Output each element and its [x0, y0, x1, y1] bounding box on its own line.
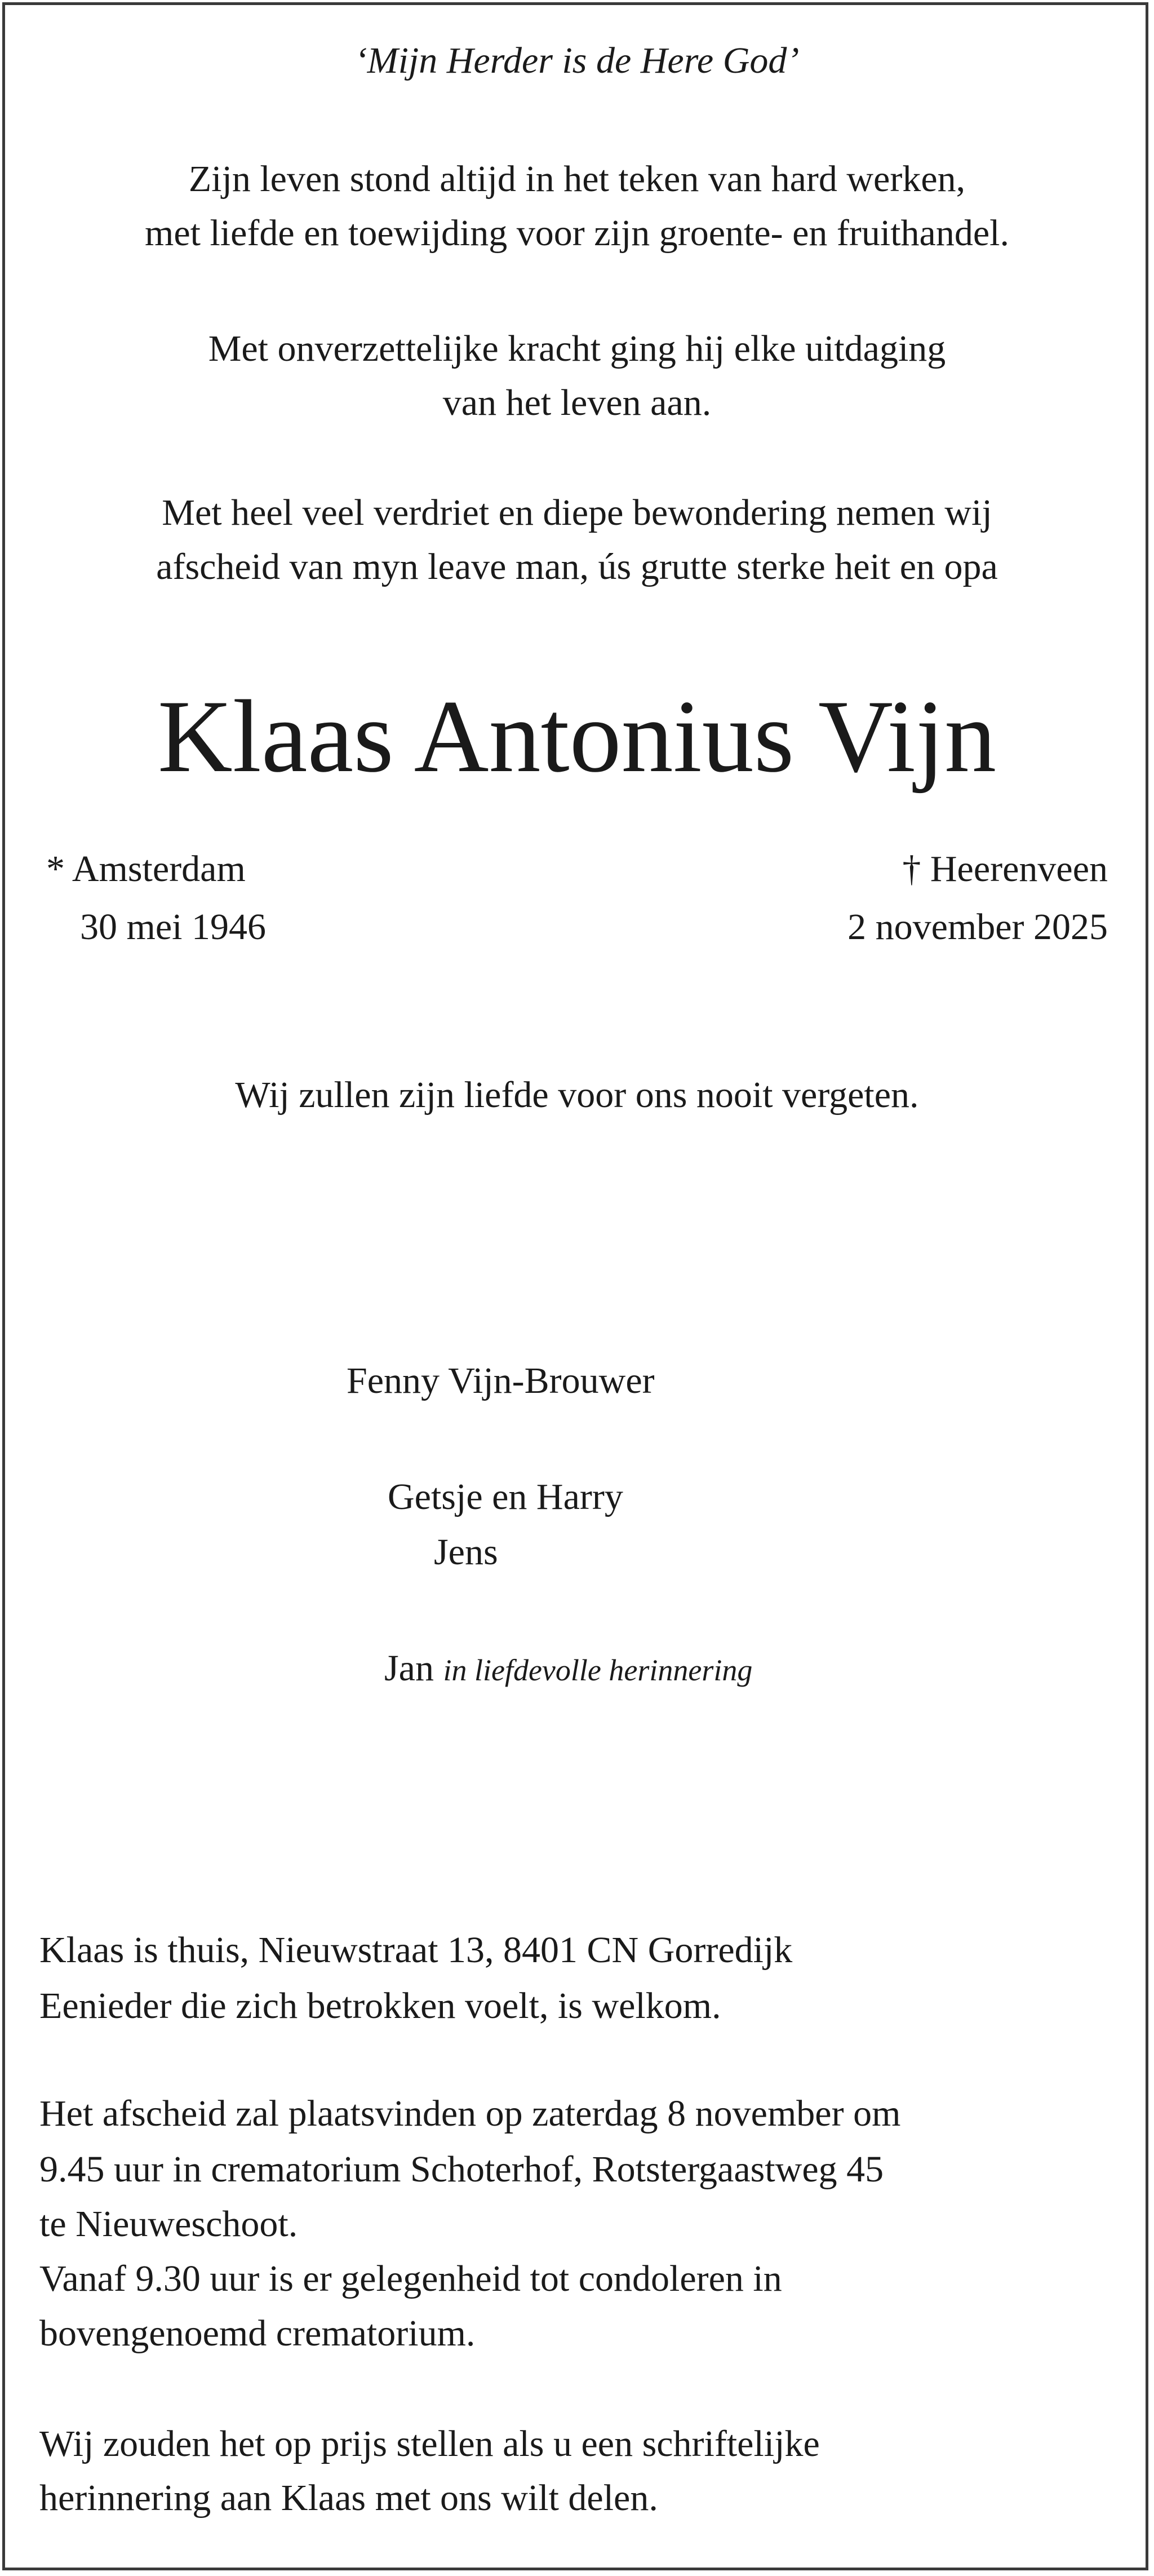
intro-line: Met onverzettelijke kracht ging hij elke uitdaging	[208, 328, 946, 369]
family-spouse: Fenny Vijn-Brouwer	[347, 1360, 655, 1401]
intro-line: met liefde en toewijding voor zijn groente- en fruithandel.	[145, 213, 1009, 254]
closing-line: Het afscheid zal plaatsvinden op zaterdag 8 november om	[39, 2093, 901, 2134]
closing-line: Vanaf 9.30 uur is er gelegenheid tot condoleren in	[39, 2258, 782, 2299]
deceased-name: Klaas Antonius Vijn	[157, 679, 997, 794]
memorial-note: in liefdevolle herinnering	[443, 1653, 753, 1687]
motto: ‘Mijn Herder is de Here God’	[354, 40, 800, 81]
family-memorial	[384, 1641, 752, 1697]
closing-line: te Nieuweschoot.	[39, 2203, 298, 2245]
closing-line: Wij zouden het op prijs stellen als u een schriftelijke	[39, 2423, 820, 2464]
closing-line: herinnering aan Klaas met ons wilt delen.	[39, 2477, 658, 2519]
death-date: 2 november 2025	[847, 906, 1108, 948]
closing-line: 9.45 uur in crematorium Schoterhof, Rotstergaastweg 45	[39, 2149, 884, 2190]
memorial-name: Jan	[384, 1648, 434, 1689]
closing-line: Klaas is thuis, Nieuwstraat 13, 8401 CN Gorredijk	[39, 1929, 793, 1971]
intro-line: Met heel veel verdriet en diepe bewondering nemen wij	[162, 492, 992, 533]
closing-line: Eenieder die zich betrokken voelt, is welkom.	[39, 1985, 721, 2026]
intro-line: van het leven aan.	[442, 382, 712, 423]
birth-place: * Amsterdam	[46, 848, 246, 889]
closing-line: bovengenoemd crematorium.	[39, 2313, 476, 2354]
family-grandchild: Jens	[434, 1532, 498, 1573]
death-place: † Heerenveen	[902, 848, 1108, 889]
intro-line: afscheid van myn leave man, ús grutte sterke heit en opa	[156, 546, 998, 587]
intro-line: Zijn leven stond altijd in het teken van hard werken,	[188, 158, 966, 200]
family-children: Getsje en Harry	[388, 1476, 623, 1517]
birth-date: 30 mei 1946	[80, 906, 266, 948]
remembrance-line: Wij zullen zijn liefde voor ons nooit vergeten.	[235, 1074, 919, 1116]
